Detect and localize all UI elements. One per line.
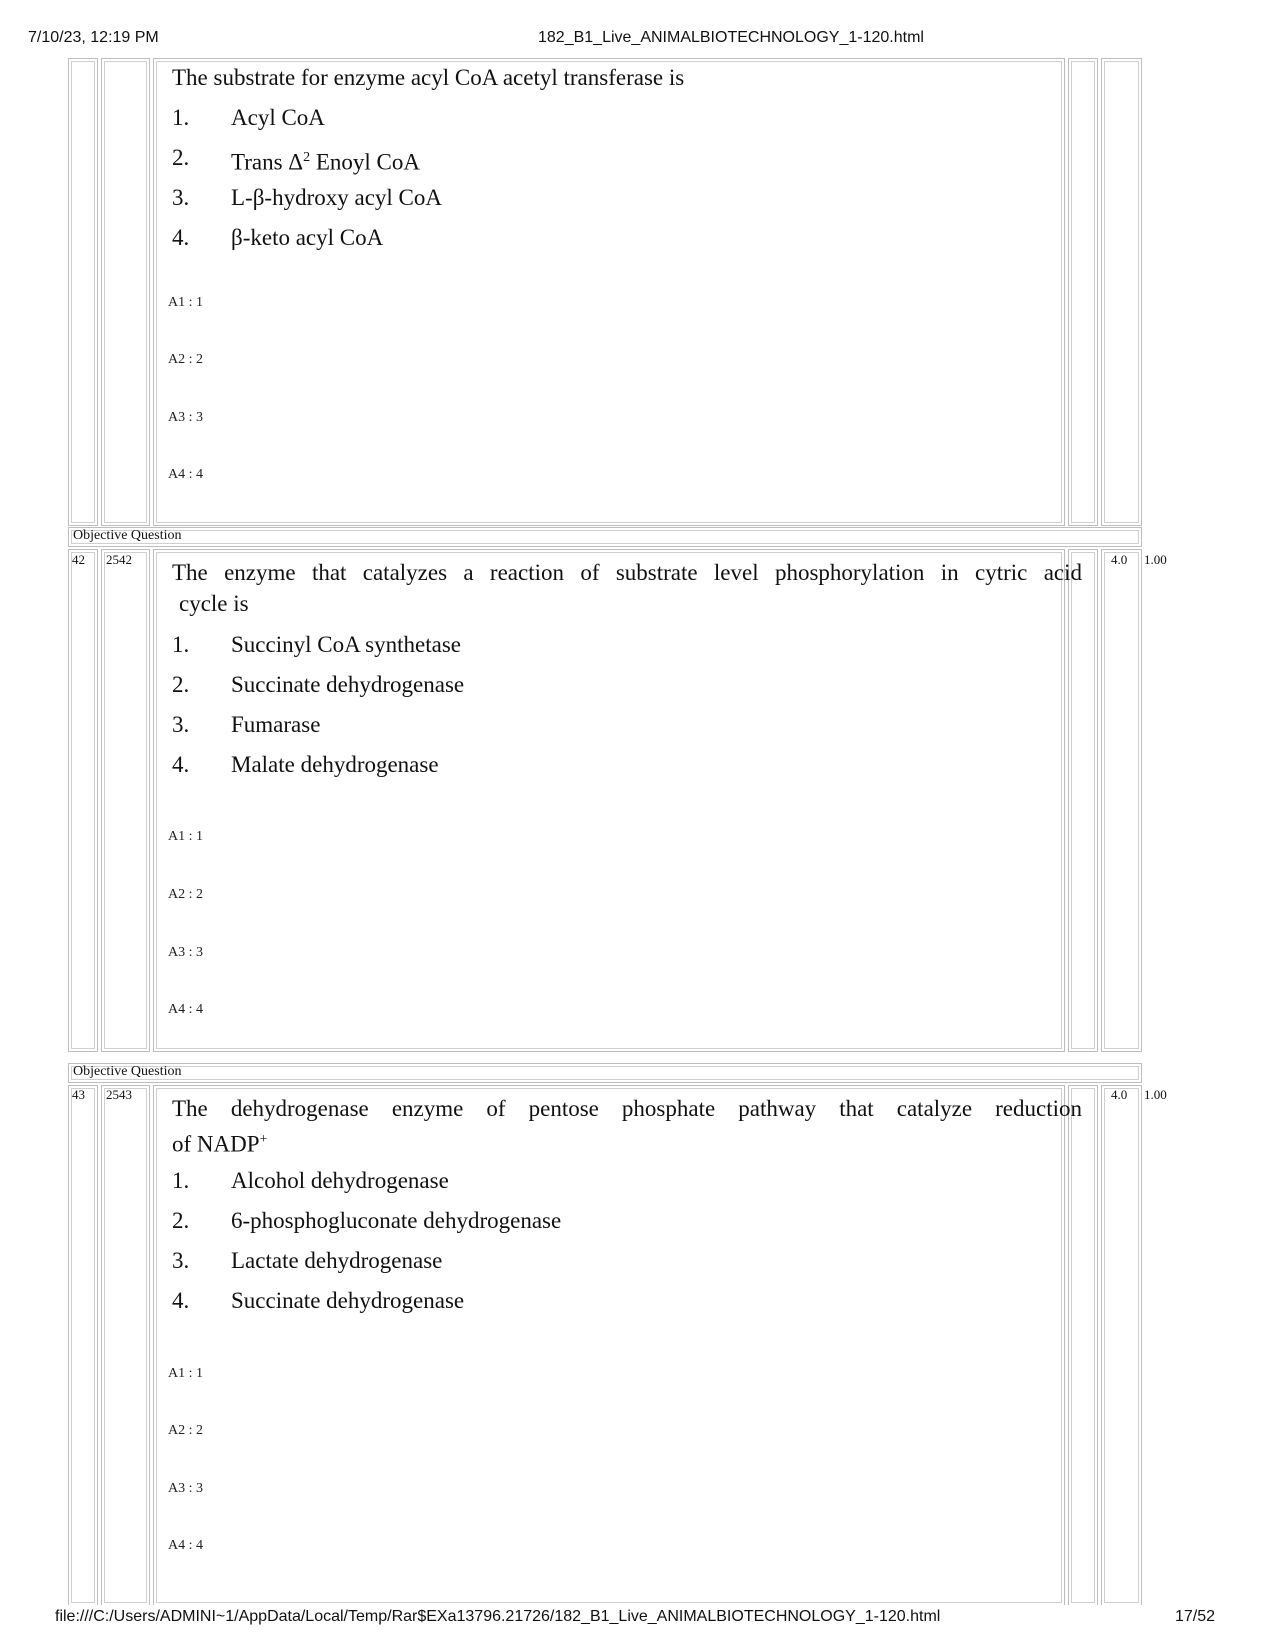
- question-id: 2542: [106, 552, 132, 567]
- marks-cell: [1068, 549, 1098, 1052]
- option-number: 1.: [172, 632, 190, 657]
- print-header: [0, 29, 1275, 51]
- answer-1: A1 : 1: [168, 295, 203, 310]
- negative-cell: [1101, 58, 1142, 526]
- option-number: 4.: [172, 1288, 190, 1313]
- option-text: Lactate dehydrogenase: [231, 1248, 443, 1273]
- section-label: Objective Question: [73, 528, 182, 543]
- marks-cell: [1068, 1085, 1098, 1605]
- negative-marks-value: 1.00: [1144, 1087, 1167, 1102]
- option-text: Acyl CoA: [231, 105, 325, 130]
- question-text: The substrate for enzyme acyl CoA acetyl transferase is: [172, 65, 685, 90]
- print-footer: [0, 1608, 1275, 1630]
- option-text: Fumarase: [231, 712, 321, 737]
- option-text: Alcohol dehydrogenase: [231, 1168, 449, 1193]
- marks-value: 4.0: [1111, 552, 1128, 567]
- qid-cell: [101, 549, 150, 1052]
- answer-4: A4 : 4: [168, 467, 203, 482]
- option-number: 1.: [172, 1168, 190, 1193]
- negative-cell: [1101, 1085, 1142, 1605]
- negative-cell: [1101, 549, 1142, 1052]
- option-text: Succinate dehydrogenase: [231, 672, 465, 697]
- answer-4: A4 : 4: [168, 1538, 203, 1553]
- sno-cell: [68, 1085, 98, 1605]
- answer-4: A4 : 4: [168, 1002, 203, 1017]
- serial-number: 42: [72, 552, 85, 567]
- option-text: Malate dehydrogenase: [231, 752, 439, 777]
- sno-cell: [68, 58, 98, 526]
- serial-number: 43: [72, 1087, 85, 1102]
- option-number: 2.: [172, 672, 190, 697]
- question-cell: [153, 1085, 1065, 1605]
- print-file-path: file:///C:/Users/ADMINI~1/AppData/Local/Temp/Rar$EXa13796.21726/182_B1_Live_ANIMALBIOTECHNOLOGY_1-120.html: [55, 1608, 941, 1625]
- section-row: [68, 1063, 1142, 1083]
- question-cell: [153, 549, 1065, 1052]
- answer-2: A2 : 2: [168, 1423, 203, 1438]
- option-text: Succinate dehydrogenase: [231, 1288, 465, 1313]
- answer-3: A3 : 3: [168, 945, 203, 960]
- option-number: 1.: [172, 105, 190, 130]
- option-number: 2.: [172, 145, 190, 170]
- option-text: Succinyl CoA synthetase: [231, 632, 461, 657]
- print-datetime: 7/10/23, 12:19 PM: [28, 29, 159, 46]
- answer-1: A1 : 1: [168, 829, 203, 844]
- question-id: 2543: [106, 1087, 132, 1102]
- question-text-line1: The enzyme that catalyzes a reaction of substrate level phosphorylation in cytric acid: [172, 560, 1082, 585]
- question-text-line2: of NADP+: [172, 1131, 268, 1157]
- option-number: 3.: [172, 185, 190, 210]
- section-label: Objective Question: [73, 1064, 182, 1079]
- answer-2: A2 : 2: [168, 887, 203, 902]
- section-row: [68, 527, 1142, 547]
- option-text: β-keto acyl CoA: [231, 225, 384, 250]
- option-number: 4.: [172, 225, 190, 250]
- print-page-number: 17/52: [1174, 1608, 1215, 1625]
- sno-cell: [68, 549, 98, 1052]
- option-number: 2.: [172, 1208, 190, 1233]
- option-number: 3.: [172, 1248, 190, 1273]
- option-text: L-β-hydroxy acyl CoA: [231, 185, 442, 210]
- option-number: 4.: [172, 752, 190, 777]
- question-text-line2: cycle is: [179, 591, 249, 616]
- option-text: Trans $\Delta^2$ Enoyl CoA: [231, 149, 420, 175]
- marks-cell: [1068, 58, 1098, 526]
- answer-3: A3 : 3: [168, 1481, 203, 1496]
- answer-3: A3 : 3: [168, 410, 203, 425]
- print-doc-title: 182_B1_Live_ANIMALBIOTECHNOLOGY_1-120.html: [538, 29, 924, 46]
- qid-cell: [101, 58, 150, 526]
- question-text-line1: The dehydrogenase enzyme of pentose phosphate pathway that catalyze reduction: [172, 1096, 1082, 1121]
- answer-2: A2 : 2: [168, 352, 203, 367]
- option-number: 3.: [172, 712, 190, 737]
- marks-value: 4.0: [1111, 1087, 1128, 1102]
- option-text: 6-phosphogluconate dehydrogenase: [231, 1208, 562, 1233]
- qid-cell: [101, 1085, 150, 1605]
- negative-marks-value: 1.00: [1144, 552, 1167, 567]
- answer-1: A1 : 1: [168, 1366, 203, 1381]
